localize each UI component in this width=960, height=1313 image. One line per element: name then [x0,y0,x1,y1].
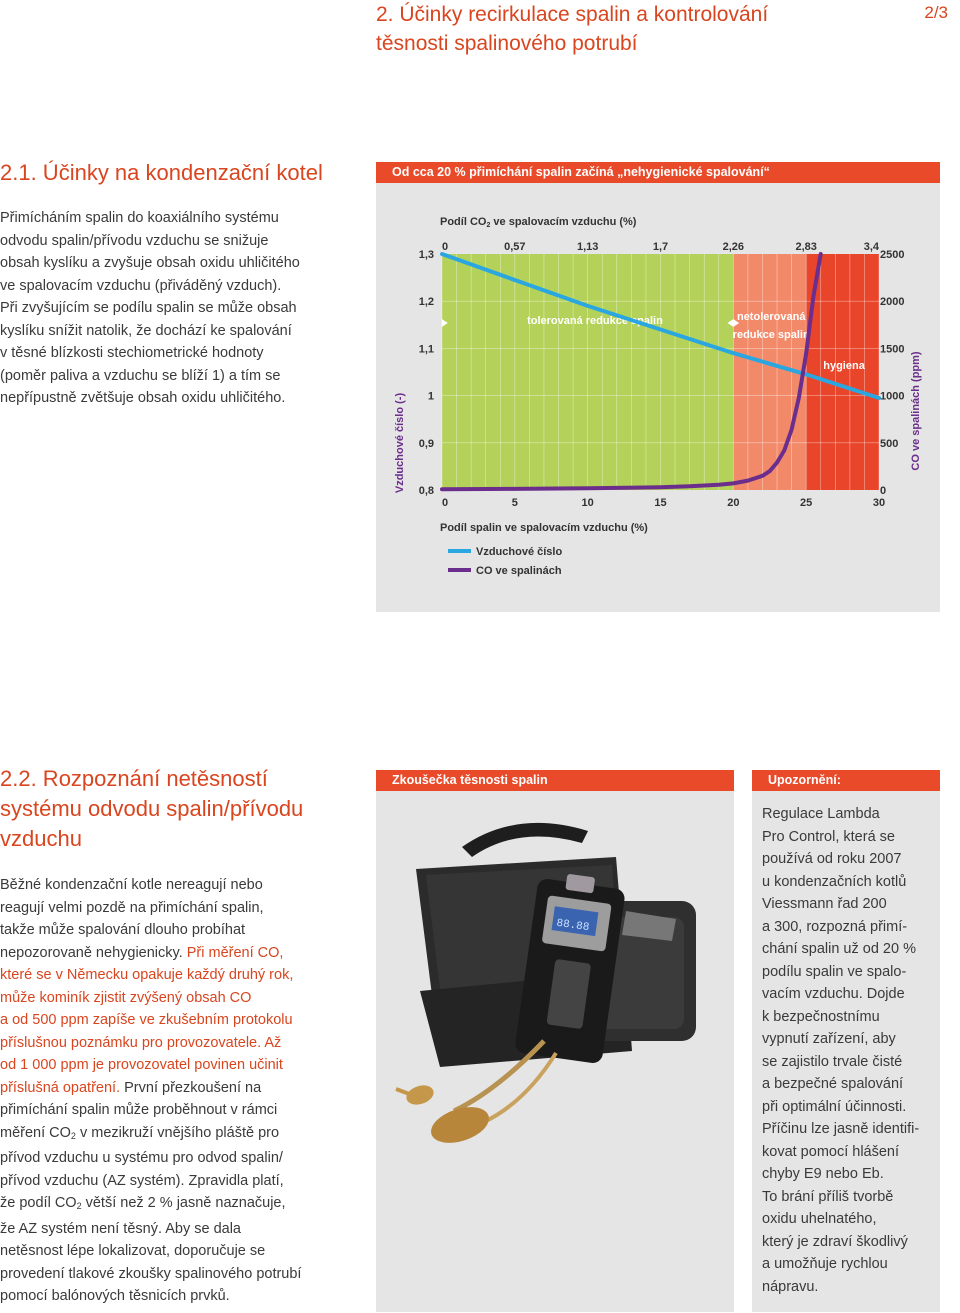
text-line [0,1077,370,1100]
text-line: se zajistilo trvale čisté [762,1053,903,1070]
text-line [0,1099,370,1122]
text-line: který je zdraví škodlivý [762,1233,908,1250]
x-tick-label: 0 [442,497,449,509]
zone-label-intolerable: netolerovaná [736,311,806,323]
top-axis-title: Podíl CO2 ve spalovacím vzduchu (%) [440,216,637,229]
text-line: Regulace Lambda [762,806,880,822]
text-span: První přezkoušení na [120,1079,262,1096]
zone-label-intolerable: redukce spalin [732,329,810,341]
text-line: chání spalin už od 20 % [762,941,916,957]
text-line [0,919,370,942]
text-line: chyby E9 nebo Eb. [762,1166,884,1182]
text-line [0,942,370,965]
text-line [0,1263,370,1286]
right-axis-title: CO ve spalinách (ppm) [910,351,922,471]
right-tick-label: 0 [880,485,887,497]
text-span: které se v Německu opakuje každý druhý rok, [0,967,294,983]
section-2-2-title [0,764,370,854]
text-line: kovat pomocí hlášení [762,1143,900,1160]
warning-banner: Upozornění: [752,770,940,791]
right-tick-label: 1000 [880,390,905,403]
zone-label-hygiene: hygiena [823,360,865,372]
text-span: a od 500 ppm zapíše ve zkušebním protokolu [0,1012,293,1028]
text-line: vacím vzduchu. Dojde [762,986,905,1002]
right-tick-label: 500 [880,437,899,450]
text-line: oxidu uhelnatého, [762,1211,877,1227]
text-line [0,1054,370,1077]
text-span: příslušnou poznámku pro provozovatele. Až [0,1034,282,1051]
section-2-1-paragraph-1 [0,207,370,297]
left-tick-label: 0,8 [418,485,434,497]
legend-label: Vzduchové číslo [476,546,563,558]
text-line [0,874,370,897]
text-line: obsah kyslíku a zvyšuje obsah oxidu uhličitého [0,255,300,271]
left-tick-label: 1,3 [418,249,434,261]
section-2-2-title-line: vzduchu [0,826,82,851]
text-line: a umožňuje rychlou [762,1256,888,1272]
text-line: vypnutí zařízení, aby [762,1031,896,1047]
warning-panel [752,770,940,1312]
text-span: Běžné kondenzační kotle nereagují nebo [0,877,263,893]
section-2-1-text [0,207,370,410]
chart-panel [376,162,940,612]
top-tick-label: 3,4 [863,241,879,253]
text-line [0,1009,370,1032]
section-2-1-paragraph-2 [0,297,370,410]
legend-label: CO ve spalinách [476,565,562,577]
text-span: takže může spalování dlouho probíhat [0,922,246,938]
leak-tester-photo [376,791,734,1312]
x-tick-label: 5 [511,497,518,509]
text-line: u kondenzačních kotlů [762,873,907,890]
top-tick-label: 1,7 [652,241,669,253]
warning-text [762,803,938,1298]
x-tick-label: 25 [800,497,813,509]
right-tick-label: 2000 [880,296,905,309]
text-span: provedení tlakové zkoušky spalinového potrubí [0,1265,302,1282]
text-line: ve spalovacím vzduchu (přiváděný vzduch). [0,277,282,294]
text-line [0,1122,370,1148]
section-2-2-title-line: 2.2. Rozpoznání netěsností [0,766,268,791]
text-line: nepřípustně zvětšuje obsah oxidu uhličitého. [0,390,286,406]
section-2-1-title: 2.1. Účinky na kondenzační kotel [0,160,323,185]
x-tick-label: 10 [581,497,594,509]
text-line [0,964,370,987]
page-number: 2/3 [924,3,948,22]
text-line [0,1240,370,1263]
text-line: k bezpečnostnímu [762,1008,880,1025]
text-line: odvodu spalin/přívodu vzduchu se snižuje [0,232,269,249]
document-title-line1: 2. Účinky recirkulace spalin a kontrolování [376,3,769,26]
text-line: nápravu. [762,1278,819,1295]
text-line: Viessmann řad 200 [762,896,887,912]
text-line: Při zvyšujícím se podílu spalin se může obsah [0,300,297,316]
top-tick-label: 0 [442,241,449,253]
right-tick-label: 1500 [880,343,905,356]
text-line: při optimální účinnosti. [762,1098,907,1115]
section-2-2-text [0,874,370,1308]
text-line: To brání příliš tvorbě [762,1188,894,1205]
text-line [0,1170,370,1193]
text-line [0,897,370,920]
top-tick-label: 2,26 [722,241,745,253]
text-span: může kominík zjistit zvýšený obsah CO [0,989,252,1006]
left-axis-title: Vzduchové číslo (-) [394,392,406,494]
text-line: podílu spalin ve spalo- [762,963,907,980]
text-span: netěsnost lépe lokalizovat, doporučuje se [0,1243,266,1259]
left-tick-label: 0,9 [418,437,434,450]
text-line: Pro Control, která se [762,828,895,845]
text-span: přimíchání spalin může proběhnout v rámci [0,1102,278,1118]
text-span: reagují velmi pozdě na přimíchání spalin, [0,899,264,916]
x-tick-label: 20 [727,497,740,509]
text-line [0,987,370,1010]
tester-banner: Zkoušečka těsnosti spalin [376,770,734,791]
text-line [0,1192,370,1218]
top-tick-label: 0,57 [504,241,526,253]
text-line [0,1147,370,1170]
text-line [0,1218,370,1241]
document-title [376,0,796,58]
text-line: a bezpečné spalování [762,1076,904,1092]
text-span: příslušná opatření. [0,1079,121,1096]
tester-panel [376,770,734,1312]
chart-banner: Od cca 20 % přimíchání spalin začíná „nehygienické spalování“ [376,162,940,183]
subscript: 2 [76,1201,82,1211]
text-span: že podíl CO [0,1195,77,1211]
left-tick-label: 1 [427,390,434,403]
text-line: (poměr paliva a vzduchu se blíží 1) a tím se [0,367,281,384]
subscript: 2 [70,1130,76,1141]
top-tick-label: 1,13 [576,241,599,253]
text-span: v mezikruží vnějšího pláště pro [75,1124,280,1141]
text-span: od 1 000 ppm je provozovatel povinen učinit [0,1057,283,1073]
text-line [0,1285,370,1308]
top-tick-label: 2,83 [795,241,817,253]
section-2-2-title-line: systému odvodu spalin/přívodu [0,796,304,821]
text-line: Příčinu lze jasně identifi- [762,1121,920,1137]
text-line: kyslíku snížit natolik, že dochází ke spalování [0,322,292,339]
text-line [0,1032,370,1055]
device-display-text: 88.88 [555,917,590,935]
text-span: větší než 2 % jasně naznačuje, [81,1195,286,1211]
x-tick-label: 15 [654,497,667,509]
text-line: používá od roku 2007 [762,851,902,867]
document-title-line2: těsnosti spalinového potrubí [376,32,638,55]
left-tick-label: 1,1 [418,343,434,356]
flue-gas-chart [376,183,940,612]
text-line: a 300, rozpozná přimí- [762,918,908,935]
right-tick-label: 2500 [880,249,905,261]
zone-band [806,254,879,490]
text-line: v těsné blízkosti stechiometrické hodnoty [0,345,264,361]
x-axis-title: Podíl spalin ve spalovacím vzduchu (%) [440,522,648,534]
text-span: přívod vzduchu (AZ systém). Zpravidla platí, [0,1172,284,1189]
zone-label-tolerated: tolerovaná redukce spalin [527,315,663,327]
text-span: Při měření CO, [182,944,284,961]
text-span: nepozorovaně nehygienicky. [0,944,183,961]
left-tick-label: 1,2 [418,296,434,309]
text-span: měření CO [0,1124,71,1141]
text-span: přívod vzduchu u systému pro odvod spalin/ [0,1150,283,1166]
x-tick-label: 30 [872,497,886,509]
text-span: že AZ systém není těsný. Aby se dala [0,1220,241,1237]
text-span: pomocí balónových těsnicích prvků. [0,1288,230,1304]
text-line: Přimícháním spalin do koaxiálního systému [0,210,279,226]
